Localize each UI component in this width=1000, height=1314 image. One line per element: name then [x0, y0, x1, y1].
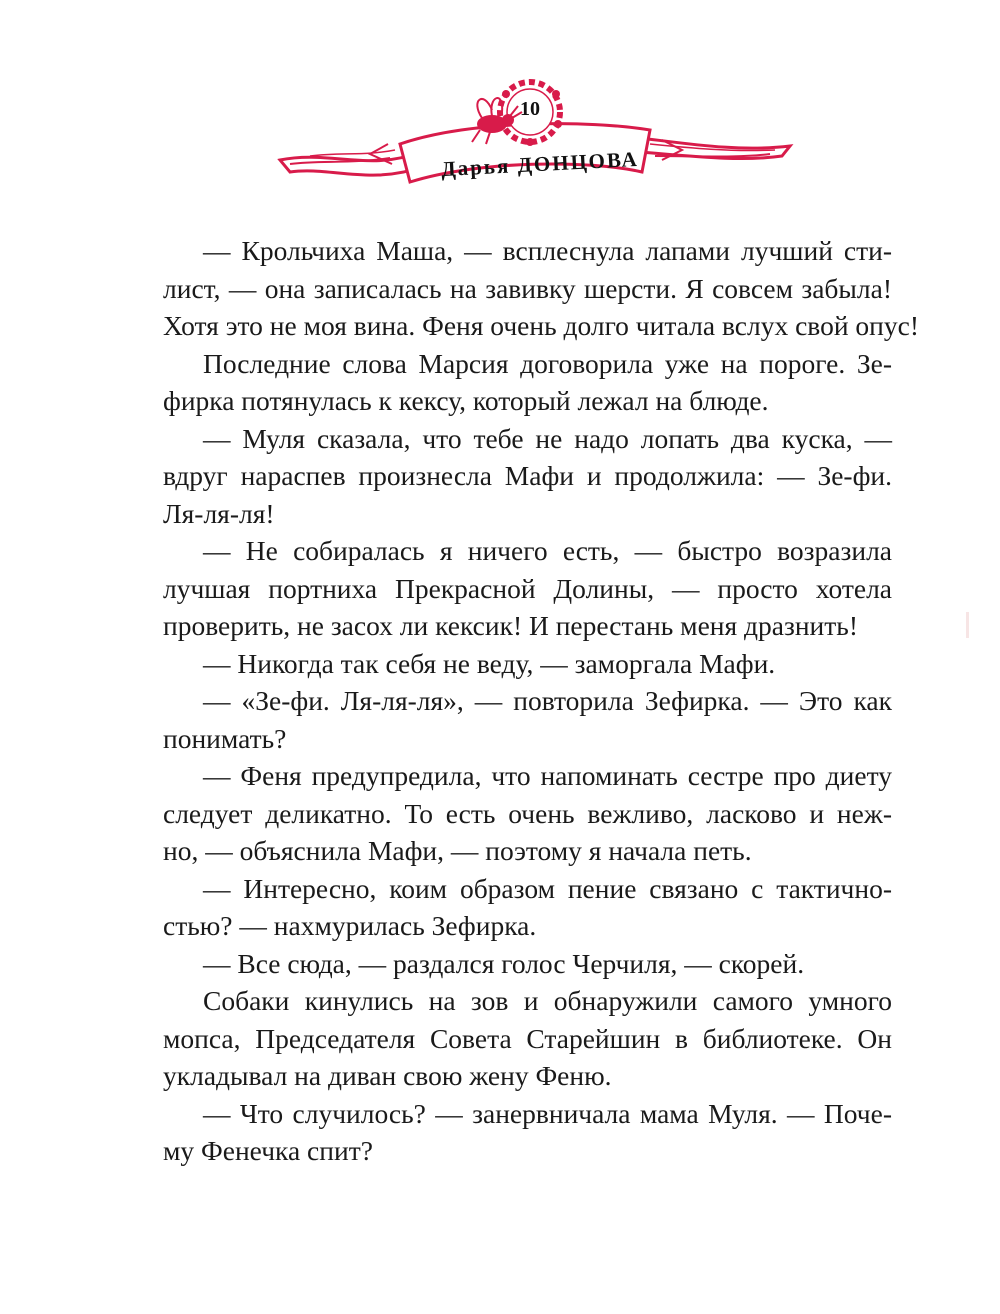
- text-line: фирка потянулась к кексу, который лежал на блюде.: [163, 385, 769, 416]
- text-line: — Интересно, коим образом пение связано с тактично-: [203, 872, 892, 904]
- text-line: проверить, не засох ли кексик! И перестань меня дразнить!: [163, 610, 858, 641]
- body-text: [163, 232, 920, 1170]
- text-line: му Фенечка спит?: [163, 1135, 373, 1166]
- page-number: 10: [520, 98, 540, 120]
- text-line: стью? — нахмурилась Зефирка.: [163, 910, 537, 941]
- text-line: лучшая портниха Прекрасной Долины, — просто хотела: [163, 572, 892, 604]
- text-line: Хотя это не моя вина. Феня очень долго читала вслух свой опус!: [163, 310, 920, 341]
- text-line: Последние слова Марсия договорила уже на пороге. Зе-: [203, 347, 892, 379]
- page-edge-mark: [966, 612, 969, 638]
- text-line: укладывал на диван свою жену Феню.: [163, 1060, 612, 1091]
- text-line: — Все сюда, — раздался голос Черчиля, — скорей.: [203, 947, 805, 979]
- text-line: — Феня предупредила, что напоминать сестре про диету: [203, 760, 892, 791]
- text-line: следует деликатно. То есть очень вежливо, ласково и неж-: [163, 797, 892, 829]
- text-line: Собаки кинулись на зов и обнаружили самого умного: [203, 985, 892, 1016]
- text-line: — Крольчиха Маша, — всплеснула лапами лучший сти-: [203, 235, 892, 266]
- ribbon-ornament: [270, 60, 800, 200]
- text-line: лист, — она записалась на завивку шерсти. Я совсем забыла!: [163, 272, 892, 304]
- text-line: — Никогда так себя не веду, — заморгала Мафи.: [203, 647, 776, 679]
- page-header: [270, 60, 800, 200]
- text-line: но, — объяснила Мафи, — поэтому я начала петь.: [163, 835, 752, 866]
- text-line: — Не собиралась я ничего есть, — быстро возразила: [203, 535, 892, 566]
- text-line: — «Зе-фи. Ля-ля-ля», — повторила Зефирка. — Это как: [203, 685, 892, 716]
- text-line: вдруг нараспев произнесла Мафи и продолжила: — Зе-фи.: [163, 460, 892, 491]
- text-line: — Что случилось? — занервничала мама Муля. — Поче-: [203, 1097, 892, 1129]
- text-line: мопса, Председателя Совета Старейшин в библиотеке. Он: [163, 1022, 892, 1054]
- text-line: Ля-ля-ля!: [163, 497, 275, 529]
- text-line: — Муля сказала, что тебе не надо лопать два куска, —: [203, 422, 892, 454]
- text-line: понимать?: [163, 722, 287, 754]
- author-name: Дарья ДОНЦОВА: [440, 146, 640, 182]
